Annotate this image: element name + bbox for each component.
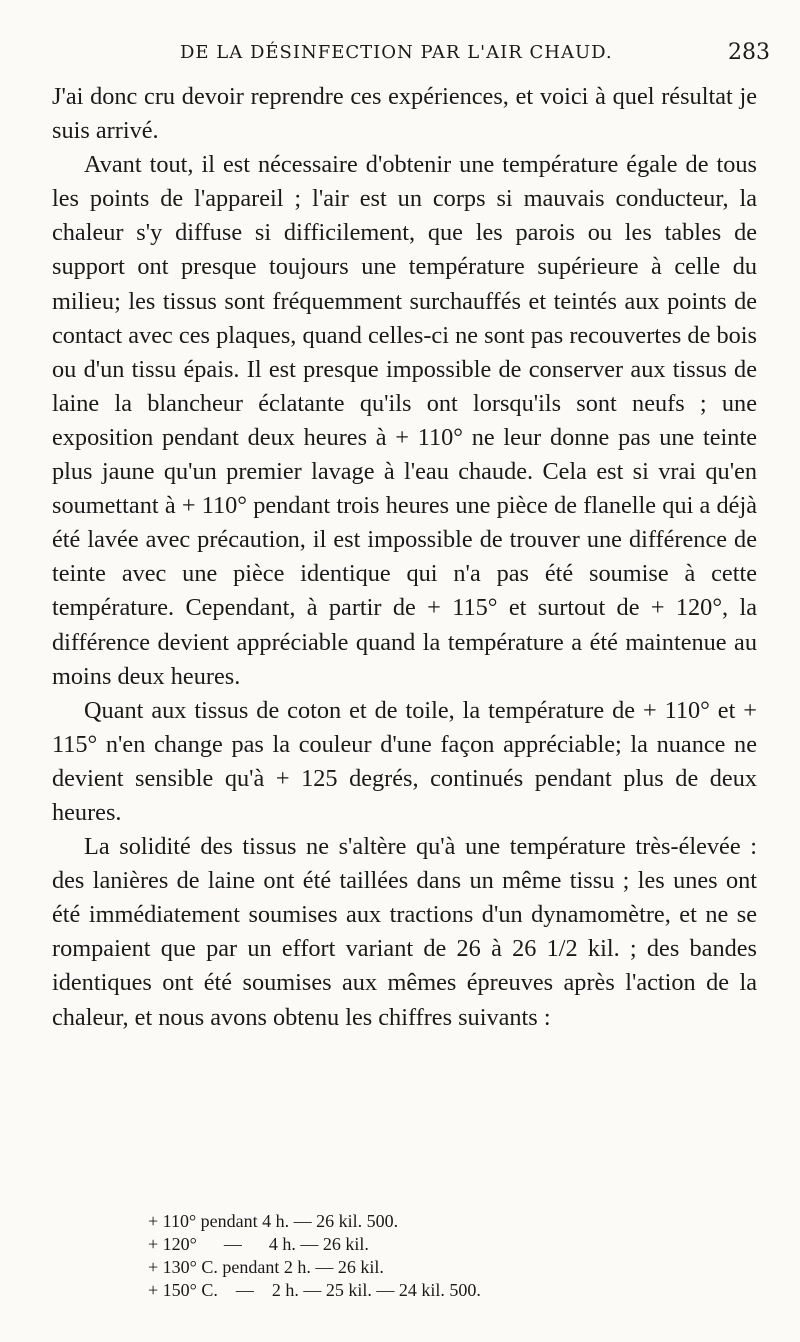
paragraph-4: La solidité des tissus ne s'altère qu'à une température très-élevée : des lanières de laine ont été taillées dans un même tissu ; les unes ont été immédiatement soumises aux tractions d'un dynamomètre, et ne se rompaient que par un effort variant de 26 à 26 1/2 kil. ; des bandes identiques ont été soumises aux mêmes épreuves après l'action de la chaleur, et nous avons obtenu les chiffres suivants : [52, 833, 757, 1031]
paragraph-3: Quant aux tissus de coton et de toile, la température de + 110° et + 115° n'en change pas la couleur d'une façon appréciable; la nuance ne devient sensible qu'à + 125 degrés, continués pendant plus de deux heures. [52, 696, 757, 826]
paragraph-2: Avant tout, il est nécessaire d'obtenir une température égale de tous les points de l'appareil ; l'air est un corps si mauvais conducteur, la chaleur s'y diffuse si difficilement, que les parois ou les tables de support ont presque toujours une température supérieure à celle du milieu; les tissus sont fréquemment surchauffés et teintés aux points de contact avec ces plaques, quand celles-ci ne sont pas recouvertes de bois ou d'un tissu épais. Il est presque impossible de conserver aux tissus de laine la blancheur éclatante qu'ils ont lorsqu'ils sont neufs ; une exposition pendant deux heures à + 110° ne leur donne pas une teinte plus jaune qu'un premier lavage à l'eau chaude. Cela est si vrai qu'en soumettant à + 110° pendant trois heures une pièce de flanelle qui a déjà été lavée avec précaution, il est impossible de trouver une différence de teinte avec une pièce identique qui n'a pas été soumise à cette température. Cependant, à partir de + 115° et surtout de + 120°, la différence devient appréciable quand la température a été maintenue au moins deux heures. [52, 151, 757, 690]
result-row: + 110° pendant 4 h. — 26 kil. 500. [148, 1211, 399, 1231]
page-number: 283 [728, 40, 770, 65]
running-title: DE LA DÉSINFECTION PAR L'AIR CHAUD. [180, 42, 613, 63]
result-row: + 130° C. pendant 2 h. — 26 kil. [148, 1257, 384, 1277]
result-row: + 150° C. — 2 h. — 25 kil. — 24 kil. 500. [148, 1280, 481, 1300]
body-text [52, 80, 757, 1035]
paragraph-1: J'ai donc cru devoir reprendre ces expériences, et voici à quel résultat je suis arrivé. [52, 83, 757, 145]
page-header [180, 30, 770, 70]
result-row: + 120° — 4 h. — 26 kil. [148, 1234, 369, 1254]
results-list [148, 1210, 708, 1302]
